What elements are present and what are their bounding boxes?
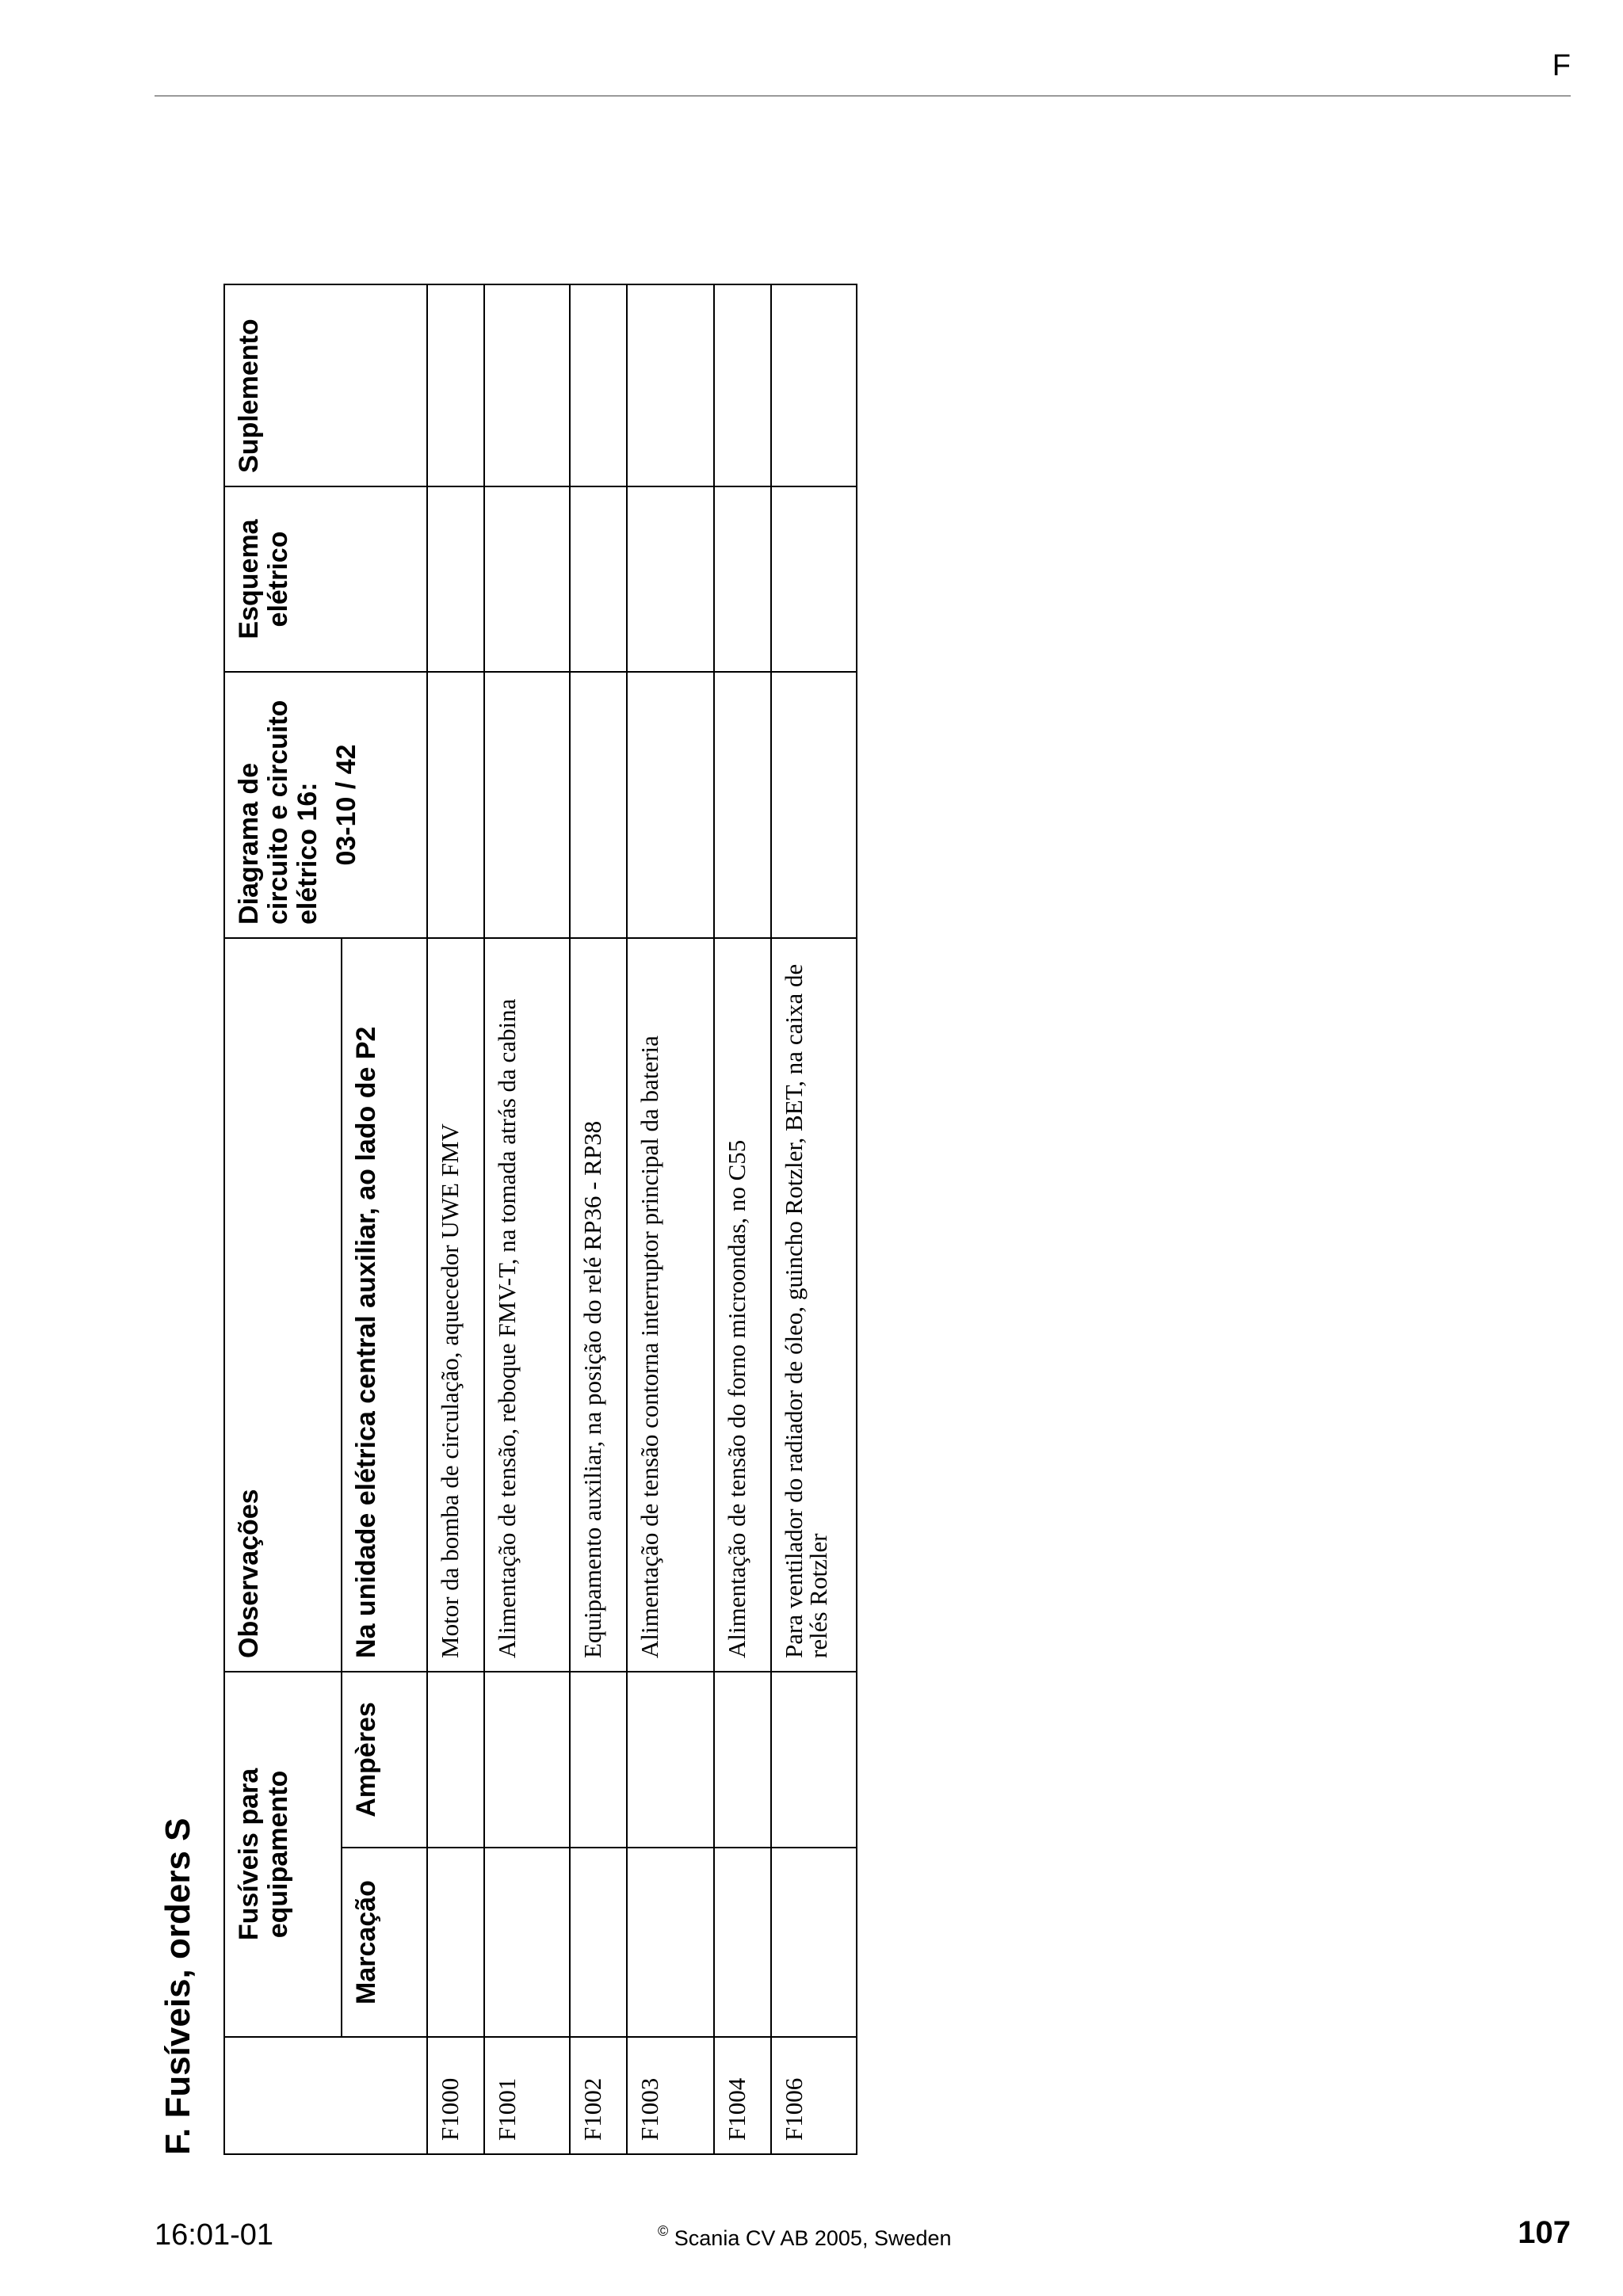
blank-header-cell <box>224 2037 427 2154</box>
diagram-cell <box>484 672 570 938</box>
observation-cell: Alimentação de tensão do forno microondas, no C55 <box>714 938 771 1672</box>
table-row <box>427 284 484 2154</box>
marking-cell <box>714 1848 771 2037</box>
scheme-cell <box>771 486 857 672</box>
marking-cell <box>427 1848 484 2037</box>
diagram-header-label: Diagrama de circuito e circuito elétrico 16: <box>234 700 323 925</box>
supplement-header: Suplemento <box>224 284 427 486</box>
table-row <box>771 284 857 2154</box>
fuse-id: F1001 <box>484 2037 570 2154</box>
diagram-cell <box>427 672 484 938</box>
supplement-cell <box>714 284 771 486</box>
observations-header: Observações <box>224 938 342 1672</box>
amperes-header: Ampères <box>342 1672 427 1848</box>
fuse-id: F1004 <box>714 2037 771 2154</box>
observation-cell: Alimentação de tensão contorna interruptor principal da bateria <box>627 938 714 1672</box>
table-row <box>714 284 771 2154</box>
header-rule <box>155 95 1571 97</box>
scheme-cell <box>570 486 627 672</box>
scheme-header: Esquema elétrico <box>224 486 427 672</box>
fuse-id: F1003 <box>627 2037 714 2154</box>
supplement-cell <box>427 284 484 486</box>
marking-cell <box>484 1848 570 2037</box>
supplement-cell <box>627 284 714 486</box>
diagram-ref: 03-10 / 42 <box>331 744 361 866</box>
scheme-cell <box>484 486 570 672</box>
table-row <box>627 284 714 2154</box>
diagram-cell <box>771 672 857 938</box>
amperes-cell <box>714 1672 771 1848</box>
amperes-cell <box>771 1672 857 1848</box>
marking-header: Marcação <box>342 1848 427 2037</box>
diagram-cell <box>627 672 714 938</box>
fuse-id: F1006 <box>771 2037 857 2154</box>
observation-cell: Alimentação de tensão, reboque FMV-T, na tomada atrás da cabina <box>484 938 570 1672</box>
marking-cell <box>627 1848 714 2037</box>
observation-cell: Motor da bomba de circulação, aquecedor UWE FMV <box>427 938 484 1672</box>
table-header-row <box>224 284 342 2154</box>
scheme-cell <box>427 486 484 672</box>
table-row <box>570 284 627 2154</box>
page-number: 107 <box>1518 2215 1571 2250</box>
marking-cell <box>570 1848 627 2037</box>
diagram-cell <box>714 672 771 938</box>
rotated-table-block <box>158 285 872 2155</box>
fuse-group-header: Fusíveis para equipamento <box>224 1672 342 2037</box>
sub-location-header: Na unidade elétrica central auxiliar, ao lado de P2 <box>342 938 427 1672</box>
copyright-text: Scania CV AB 2005, Sweden <box>674 2226 952 2250</box>
scheme-cell <box>714 486 771 672</box>
page-letter: F <box>1552 49 1571 82</box>
amperes-cell <box>627 1672 714 1848</box>
observation-cell: Equipamento auxiliar, na posição do relé RP36 - RP38 <box>570 938 627 1672</box>
supplement-cell <box>484 284 570 486</box>
section-title: F. Fusíveis, orders S <box>158 1817 197 2155</box>
fuse-table <box>223 284 857 2155</box>
fuse-id: F1000 <box>427 2037 484 2154</box>
amperes-cell <box>427 1672 484 1848</box>
amperes-cell <box>484 1672 570 1848</box>
amperes-cell <box>570 1672 627 1848</box>
scheme-cell <box>627 486 714 672</box>
supplement-cell <box>771 284 857 486</box>
document-id: 16:01-01 <box>155 2218 274 2252</box>
diagram-cell <box>570 672 627 938</box>
supplement-cell <box>570 284 627 486</box>
copyright-symbol: © <box>658 2223 669 2239</box>
copyright <box>658 2223 952 2251</box>
observation-cell: Para ventilador do radiador de óleo, guincho Rotzler, BET, na caixa de relés Rotzler <box>771 938 857 1672</box>
fuse-id: F1002 <box>570 2037 627 2154</box>
marking-cell <box>771 1848 857 2037</box>
diagram-header <box>224 672 427 938</box>
table-row <box>484 284 570 2154</box>
